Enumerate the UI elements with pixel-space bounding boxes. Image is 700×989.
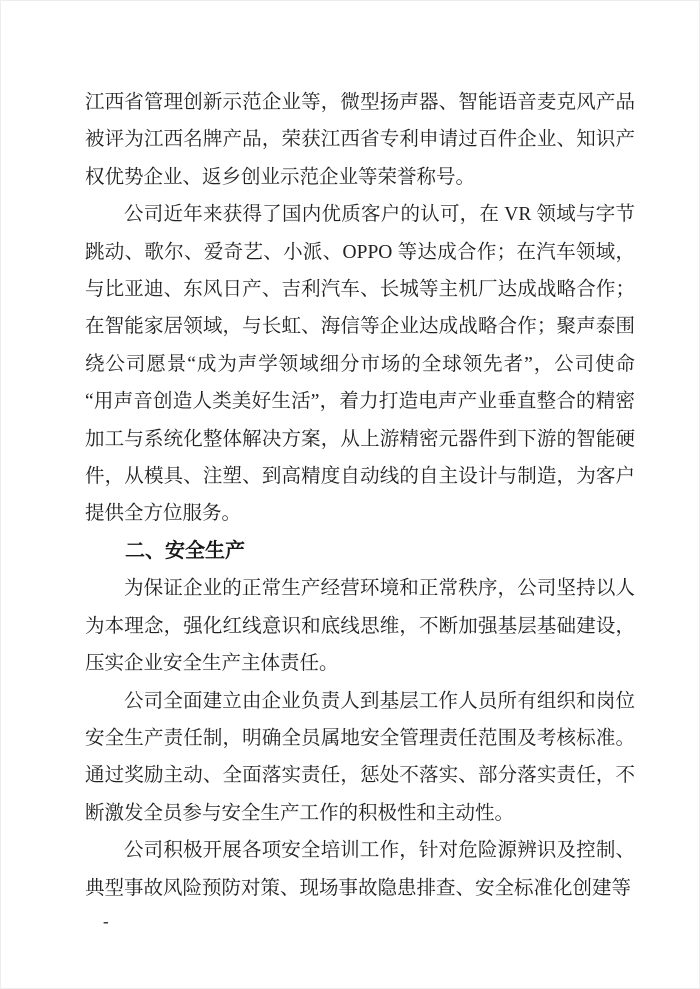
paragraph: 公司近年来获得了国内优质客户的认可，在 VR 领域与字节跳动、歌尔、爱奇艺、小派、OPPO 等达成合作；在汽车领域，与比亚迪、东风日产、吉利汽车、长城等主机厂达成战略合作；在智能家居领域，与长虹、海信等企业达成战略合作；聚声泰围绕公司愿景“成为声学领域细分市场的全球领先者”，公司使命“用声音创造人类美好生活”，着力打造电声产业垂直整合的精密加工与系统化整体解决方案，从上游精密元器件到下游的智能硬件，从模具、注塑、到高精度自动线的自主设计与制造，为客户提供全方位服务。 [85, 204, 635, 525]
paragraph: 公司积极开展各项安全培训工作，针对危险源辨识及控制、典型事故风险预防对策、现场事故隐患排查、安全标准化创建等 [85, 840, 635, 899]
document-body [85, 84, 635, 907]
paragraph: 为保证企业的正常生产经营环境和正常秩序，公司坚持以人为本理念，强化红线意识和底线思维，不断加强基层基础建设，压实企业安全生产主体责任。 [85, 578, 635, 675]
paragraph: 江西省管理创新示范企业等，微型扬声器、智能语音麦克风产品被评为江西名牌产品，荣获江西省专利申请过百件企业、知识产权优势企业、返乡创业示范企业等荣誉称号。 [85, 92, 635, 188]
paragraph: 公司全面建立由企业负责人到基层工作人员所有组织和岗位安全生产责任制，明确全员属地安全管理责任范围及考核标准。通过奖励主动、全面落实责任，惩处不落实、部分落实责任，不断激发全员参与安全生产工作的积极性和主动性。 [85, 690, 635, 824]
footer-dash-mark: - [103, 912, 108, 931]
section-heading: 二、安全生产 [125, 539, 245, 562]
